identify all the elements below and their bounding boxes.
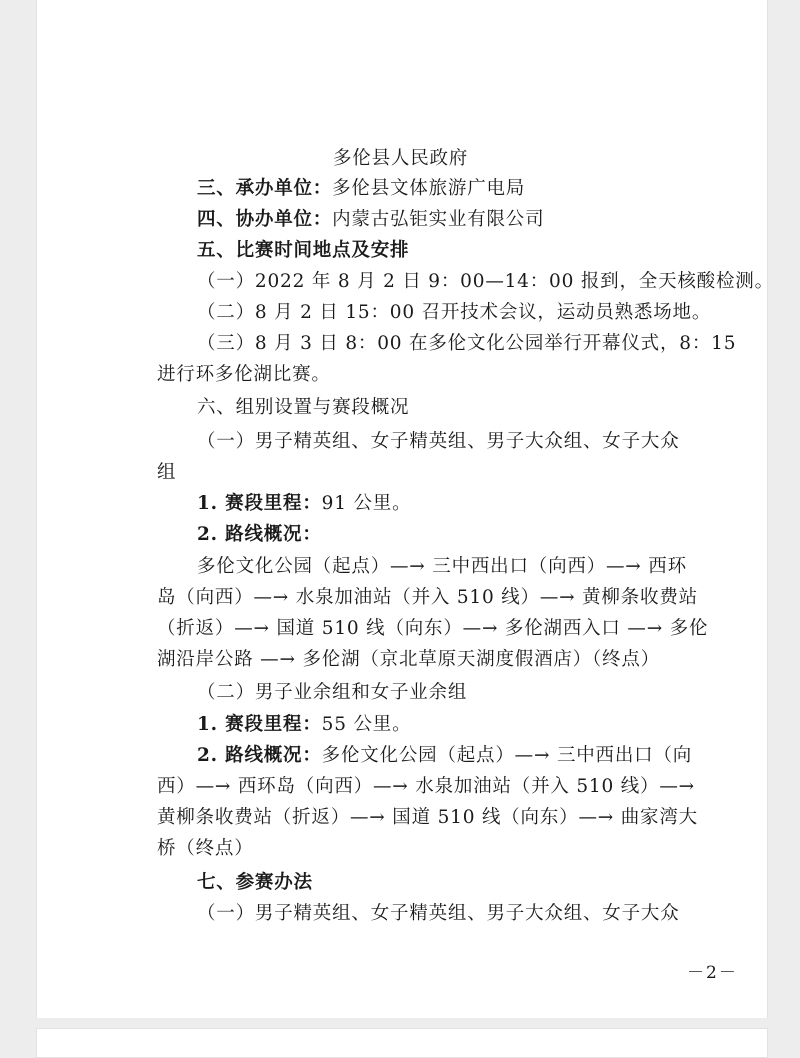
paragraph-line: （一）2022 年 8 月 2 日 9：00—14：00 报到，全天核酸检测。 bbox=[197, 271, 774, 292]
section-five bbox=[197, 239, 409, 263]
route-heading bbox=[197, 523, 322, 547]
paragraph-line: （二）8 月 2 日 15：00 召开技术会议，运动员熟悉场地。 bbox=[197, 302, 712, 323]
section-label: 五、比赛时间地点及安排 bbox=[197, 240, 410, 261]
route-line: 黄柳条收费站（折返）—→ 国道 510 线（向东）—→ 曲家湾大 bbox=[157, 807, 698, 828]
section-three bbox=[197, 177, 525, 201]
item-text: 多伦文化公园（起点）—→ 三中西出口（向 bbox=[321, 745, 693, 766]
section-four bbox=[197, 208, 544, 232]
paragraph-line: （一）男子精英组、女子精英组、男子大众组、女子大众 bbox=[197, 431, 680, 452]
section-label: 四、协办单位： bbox=[197, 209, 333, 230]
paragraph-line: 组 bbox=[157, 462, 177, 483]
route-line: 多伦文化公园（起点）—→ 三中西出口（向西）—→ 西环 bbox=[197, 556, 687, 577]
section-text: 内蒙古弘钜实业有限公司 bbox=[332, 209, 545, 230]
section-six: 六、组别设置与赛段概况 bbox=[197, 397, 410, 418]
item-text: 55 公里。 bbox=[321, 714, 412, 735]
section-text: 多伦县文体旅游广电局 bbox=[332, 178, 526, 199]
paragraph-line: 进行环多伦湖比赛。 bbox=[157, 364, 331, 385]
item-label: 2. 路线概况： bbox=[197, 524, 322, 545]
next-page-edge bbox=[36, 1028, 768, 1058]
route-line: 桥（终点） bbox=[157, 838, 254, 859]
route-line: 岛（向西）—→ 水泉加油站（并入 510 线）—→ 黄柳条收费站 bbox=[157, 587, 698, 608]
section-label: 七、参赛办法 bbox=[197, 872, 313, 893]
section-seven bbox=[197, 871, 313, 895]
document-page bbox=[36, 0, 774, 1018]
item-label: 1. 赛段里程： bbox=[197, 714, 322, 735]
item-label: 1. 赛段里程： bbox=[197, 493, 322, 514]
item-text: 91 公里。 bbox=[321, 493, 412, 514]
paragraph-line: （三）8 月 3 日 8：00 在多伦文化公园举行开幕仪式，8：15 bbox=[197, 333, 737, 354]
distance-line bbox=[197, 492, 411, 516]
item-label: 2. 路线概况： bbox=[197, 745, 322, 766]
route-heading bbox=[197, 744, 692, 768]
page-number: －2－ bbox=[687, 963, 738, 983]
section-label: 三、承办单位： bbox=[197, 178, 333, 199]
paragraph-line: （一）男子精英组、女子精英组、男子大众组、女子大众 bbox=[197, 903, 680, 924]
group-heading: （二）男子业余组和女子业余组 bbox=[197, 682, 468, 703]
route-line: 西）—→ 西环岛（向西）—→ 水泉加油站（并入 510 线）—→ bbox=[157, 776, 695, 797]
route-line: （折返）—→ 国道 510 线（向东）—→ 多伦湖西入口 —→ 多伦 bbox=[157, 618, 709, 639]
distance-line bbox=[197, 713, 411, 737]
signature-org: 多伦县人民政府 bbox=[333, 148, 469, 169]
route-line: 湖沿岸公路 —→ 多伦湖（京北草原天湖度假酒店）（终点） bbox=[157, 649, 660, 670]
